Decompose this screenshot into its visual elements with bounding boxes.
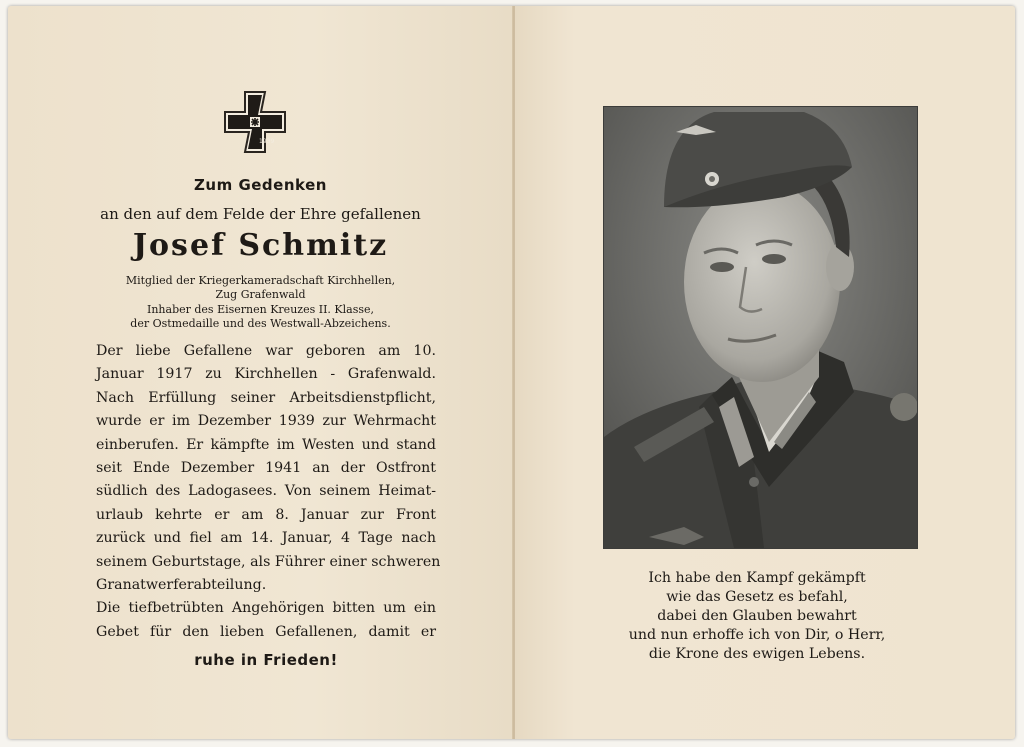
biography-line: südlich des Ladogasees. Von seinem Heimat- (96, 483, 436, 500)
biography-line: wurde er im Dezember 1939 zur Wehrmacht (96, 413, 436, 430)
biography-line: Nach Erfüllung seiner Arbeitsdienstpflicht, (96, 389, 436, 406)
cross-year: 1939 (259, 138, 275, 145)
iron-cross-icon (223, 90, 287, 154)
biography-line: einberufen. Er kämpfte im Westen und stand (96, 436, 436, 453)
membership-line: der Ostmedaille und des Westwall-Abzeichens. (130, 317, 391, 330)
membership-line: Mitglied der Kriegerkameradschaft Kirchhellen, (125, 274, 396, 287)
left-page (8, 6, 513, 739)
closing-phrase: ruhe in Frieden! (194, 651, 338, 669)
verse-line: dabei den Glauben bewahrt (657, 608, 857, 624)
biography-line: Gebet für den lieben Gefallenen, damit er (96, 623, 436, 640)
membership-line: Zug Grafenwald (215, 288, 306, 301)
verse-line: die Krone des ewigen Lebens. (648, 646, 866, 662)
portrait-illustration (604, 107, 917, 548)
deceased-name: Josef Schmitz (132, 228, 389, 263)
biography-line: urlaub kehrte er am 8. Januar zur Front (96, 506, 436, 523)
heading: Zum Gedenken (194, 176, 327, 194)
biography-line: seinem Geburtstage, als Führer einer schweren (96, 553, 441, 570)
biography-line: Januar 1917 zu Kirchhellen - Grafenwald. (96, 366, 436, 383)
biography-line: Die tiefbetrübten Angehörigen bitten um ein (96, 600, 436, 617)
verse-line: Ich habe den Kampf gekämpft (648, 570, 866, 586)
membership-line: Inhaber des Eisernen Kreuzes II. Klasse, (147, 303, 374, 316)
verse-line: und nun erhoffe ich von Dir, o Herr, (628, 627, 886, 643)
verse (507, 569, 1007, 664)
biography-line: zurück und fiel am 14. Januar, 4 Tage nach (96, 530, 436, 547)
biography-line: Der liebe Gefallene war geboren am 10. (96, 343, 436, 359)
verse-line: wie das Gesetz es befahl, (666, 589, 848, 605)
biography-line: Granatwerferabteilung. (96, 576, 267, 593)
subheading: an den auf dem Felde der Ehre gefallenen (100, 205, 421, 223)
biography-line: seit Ende Dezember 1941 an der Ostfront (96, 459, 436, 476)
biography (96, 340, 441, 644)
soldier-portrait-photo (603, 106, 918, 549)
